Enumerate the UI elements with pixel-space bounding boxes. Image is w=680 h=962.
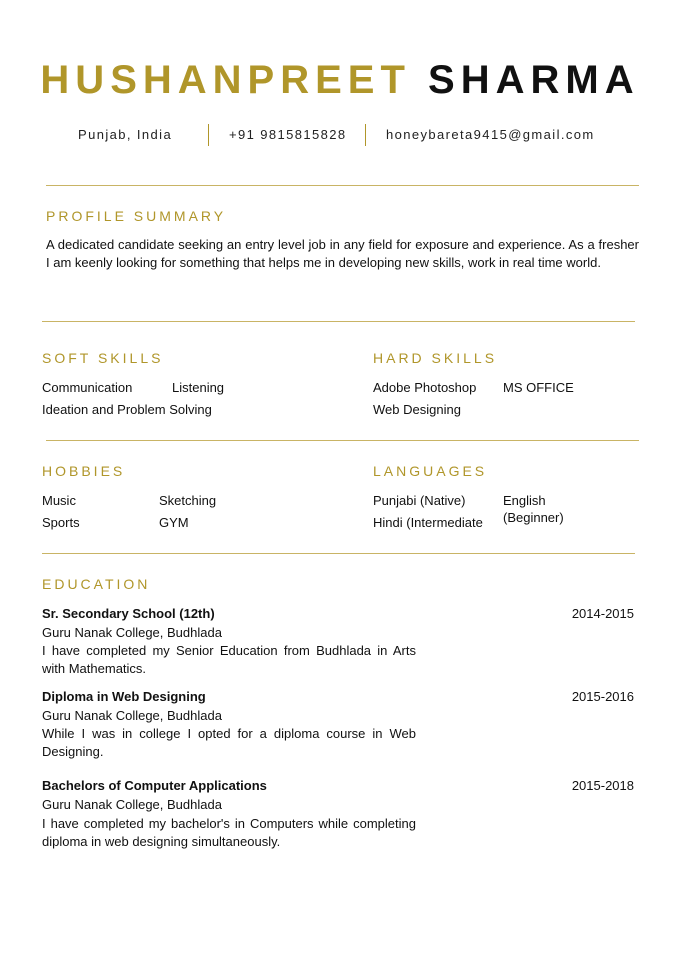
soft-skill-item: Listening xyxy=(172,380,225,395)
soft-skill-item: Communication xyxy=(42,380,133,395)
education-degree: Bachelors of Computer Applications xyxy=(42,778,267,793)
contact-divider xyxy=(365,124,366,146)
hard-skills-heading: HARD SKILLS xyxy=(373,350,498,366)
profile-summary-heading: PROFILE SUMMARY xyxy=(46,208,227,224)
phone: +91 9815815828 xyxy=(229,127,347,142)
hobby-item: Sketching xyxy=(159,493,217,508)
education-heading: EDUCATION xyxy=(42,576,151,592)
education-description: While I was in college I opted for a diploma course in Web Designing. xyxy=(42,726,416,759)
last-name: SHARMA xyxy=(428,58,640,102)
education-description: I have completed my bachelor's in Computers while completing diploma in web designing simultaneously. xyxy=(42,816,416,849)
education-degree: Sr. Secondary School (12th) xyxy=(42,606,215,621)
soft-skill-item: Ideation and Problem Solving xyxy=(42,402,212,417)
hobby-item: Sports xyxy=(42,515,80,530)
language-item: Hindi (Intermediate xyxy=(373,515,483,530)
divider xyxy=(46,440,639,441)
contact-divider xyxy=(208,124,209,146)
language-item: English xyxy=(503,493,546,508)
education-degree: Diploma in Web Designing xyxy=(42,689,206,704)
hobby-item: Music xyxy=(42,493,76,508)
education-description: I have completed my Senior Education from Budhlada in Arts with Mathematics. xyxy=(42,643,416,676)
language-item: (Beginner) xyxy=(503,510,564,525)
location: Punjab, India xyxy=(78,127,173,142)
divider xyxy=(42,321,635,322)
hard-skill-item: MS OFFICE xyxy=(503,380,574,395)
hobby-item: GYM xyxy=(159,515,189,530)
education-institution: Guru Nanak College, Budhlada xyxy=(42,625,222,640)
education-institution: Guru Nanak College, Budhlada xyxy=(42,708,222,723)
hard-skill-item: Web Designing xyxy=(373,402,461,417)
candidate-name xyxy=(0,58,680,103)
divider xyxy=(42,553,635,554)
hard-skill-item: Adobe Photoshop xyxy=(373,380,477,395)
first-name: HUSHANPREET xyxy=(40,58,411,102)
education-years: 2015-2018 xyxy=(571,778,634,793)
profile-summary-text: A dedicated candidate seeking an entry level job in any field for exposure and experience. As a fresher I am keenly looking for something that helps me in developing new skills, work in real time world. xyxy=(46,237,639,270)
language-item: Punjabi (Native) xyxy=(373,493,466,508)
languages-heading: LANGUAGES xyxy=(373,463,488,479)
soft-skills-heading: SOFT SKILLS xyxy=(42,350,164,366)
education-years: 2014-2015 xyxy=(571,606,634,621)
contact-bar xyxy=(0,124,680,146)
education-institution: Guru Nanak College, Budhlada xyxy=(42,797,222,812)
hobbies-heading: HOBBIES xyxy=(42,463,126,479)
education-years: 2015-2016 xyxy=(571,689,634,704)
email[interactable]: honeybareta9415@gmail.com xyxy=(386,127,595,142)
divider xyxy=(46,185,639,186)
